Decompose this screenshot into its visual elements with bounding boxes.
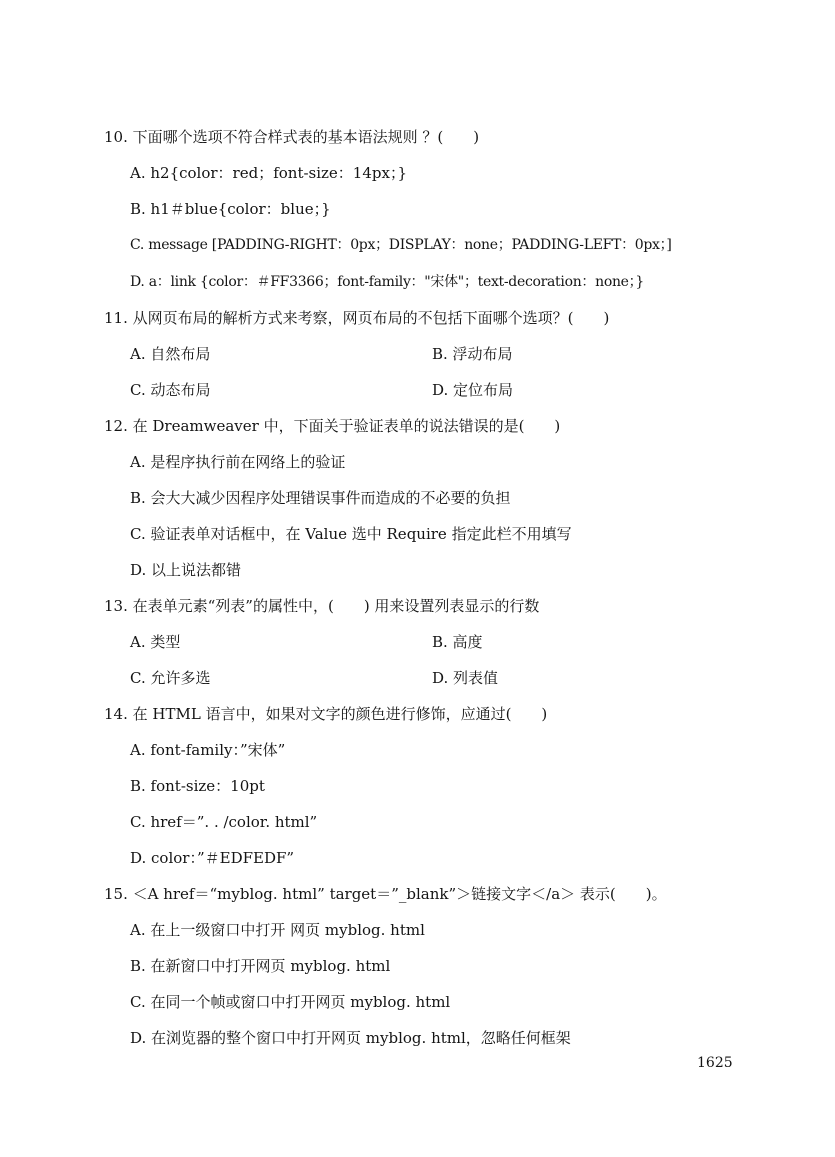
question-13-option-b: B. 高度: [432, 633, 483, 651]
question-11-option-c: C. 动态布局: [130, 381, 211, 399]
question-12-option-a: A. 是程序执行前在网络上的验证: [130, 453, 346, 471]
question-13-option-c: C. 允许多选: [130, 669, 211, 687]
question-15-option-b: B. 在新窗口中打开网页 myblog. html: [130, 957, 391, 975]
question-15-option-a: A. 在上一级窗口中打开 网页 myblog. html: [130, 921, 425, 939]
question-13-stem: 13. 在表单元素“列表”的属性中，( ) 用来设置列表显示的行数: [104, 597, 540, 615]
question-14-option-d: D. color：”＃EDFEDF”: [130, 849, 295, 867]
question-14-option-b: B. font-size：10pt: [130, 777, 265, 795]
question-13-option-a: A. 类型: [130, 633, 181, 651]
question-10-option-a: A. h2{color：red；font-size：14px；}: [130, 164, 408, 182]
question-11-option-b: B. 浮动布局: [432, 345, 513, 363]
question-14-option-a: A. font-family：”宋体”: [130, 741, 286, 759]
question-14-option-c: C. href＝”. . /color. html”: [130, 813, 318, 831]
question-10-option-d: D. a：link {color：＃FF3366；font-family："宋体"；text-decoration：none；}: [130, 274, 644, 290]
question-12-option-d: D. 以上说法都错: [130, 561, 242, 579]
question-10-option-b: B. h1＃blue{color：blue；}: [130, 200, 331, 218]
question-15-option-d: D. 在浏览器的整个窗口中打开网页 myblog. html，忽略任何框架: [130, 1029, 571, 1047]
question-15-stem: 15. ＜A href＝“myblog. html” target＝”_blank”＞链接文字＜/a＞ 表示( )。: [104, 885, 667, 903]
question-11-stem: 11. 从网页布局的解析方式来考察，网页布局的不包括下面哪个选项？( ): [104, 309, 610, 327]
question-12-stem: 12. 在 Dreamweaver 中，下面关于验证表单的说法错误的是( ): [104, 417, 561, 435]
page-number: 1625: [697, 1055, 733, 1071]
question-10-option-c: C. message [PADDING-RIGHT：0px；DISPLAY：none；PADDING-LEFT：0px；]: [130, 237, 672, 253]
question-11-option-d: D. 定位布局: [432, 381, 514, 399]
question-12-option-c: C. 验证表单对话框中，在 Value 选中 Require 指定此栏不用填写: [130, 525, 572, 543]
question-13-option-d: D. 列表值: [432, 669, 499, 687]
question-14-stem: 14. 在 HTML 语言中，如果对文字的颜色进行修饰，应通过( ): [104, 705, 548, 723]
question-15-option-c: C. 在同一个帧或窗口中打开网页 myblog. html: [130, 993, 451, 1011]
question-12-option-b: B. 会大大减少因程序处理错误事件而造成的不必要的负担: [130, 489, 511, 507]
question-11-option-a: A. 自然布局: [130, 345, 211, 363]
question-10-stem: 10. 下面哪个选项不符合样式表的基本语法规则 ？( ): [104, 128, 480, 146]
